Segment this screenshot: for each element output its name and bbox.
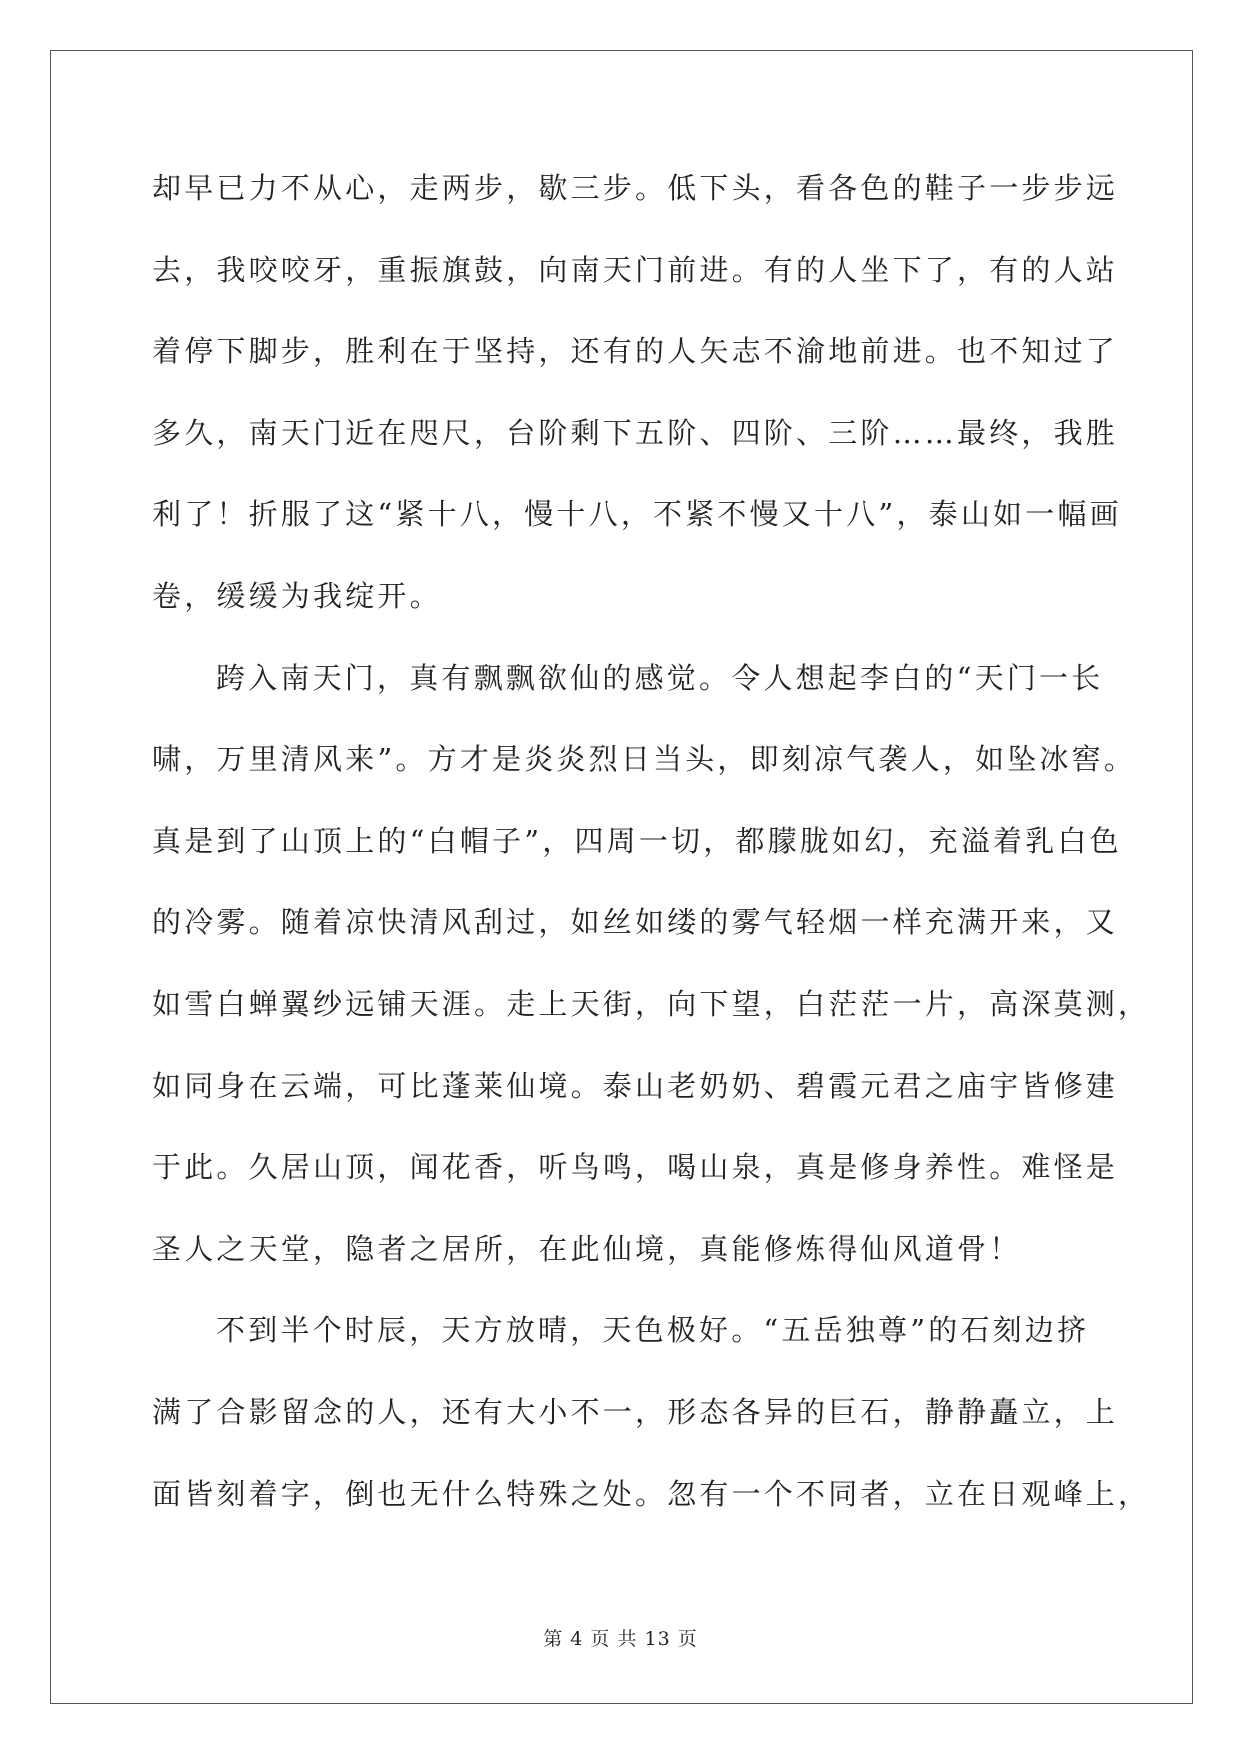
text-line: 跨入南天门，真有飘飘欲仙的感觉。令人想起李白的“天门一长 bbox=[216, 660, 1104, 695]
text-line: 真是到了山顶上的“白帽子”，四周一切，都朦胧如幻，充溢着乳白色 bbox=[152, 823, 1122, 858]
text-line: 多久，南天门近在咫尺，台阶剩下五阶、四阶、三阶……最终，我胜 bbox=[152, 415, 1119, 450]
text-line: 不到半个时辰，天方放晴，天色极好。“五岳独尊”的石刻边挤 bbox=[216, 1313, 1090, 1348]
text-line: 着停下脚步，胜利在于坚持，还有的人矢志不渝地前进。也不知过了 bbox=[152, 334, 1119, 369]
text-line: 却早已力不从心，走两步，歇三步。低下头，看各色的鞋子一步步远 bbox=[152, 171, 1119, 205]
text-line: 面皆刻着字，倒也无什么特殊之处。忽有一个不同者，立在日观峰上， bbox=[152, 1476, 1151, 1511]
paragraph-2 bbox=[152, 638, 1151, 1291]
text-line: 卷，缓缓为我绽开。 bbox=[152, 578, 442, 613]
text-line: 如同身在云端，可比蓬莱仙境。泰山老奶奶、碧霞元君之庙宇皆修建 bbox=[152, 1068, 1119, 1103]
text-line: 满了合影留念的人，还有大小不一，形态各异的巨石，静静矗立，上 bbox=[152, 1394, 1119, 1429]
paragraph-1 bbox=[152, 148, 1122, 638]
document-body bbox=[152, 148, 1151, 1535]
text-line: 于此。久居山顶，闻花香，听鸟鸣，喝山泉，真是修身养性。难怪是 bbox=[152, 1150, 1119, 1185]
paragraph-3 bbox=[152, 1290, 1151, 1535]
text-line: 啸，万里清风来”。方才是炎炎烈日当头，即刻凉气袭人，如坠冰窖。 bbox=[152, 742, 1137, 777]
text-line: 的冷雾。随着凉快清风刮过，如丝如缕的雾气轻烟一样充满开来，又 bbox=[152, 905, 1119, 940]
text-line: 圣人之天堂，隐者之居所，在此仙境，真能修炼得仙风道骨！ bbox=[152, 1231, 1022, 1266]
text-line: 去，我咬咬牙，重振旗鼓，向南天门前进。有的人坐下了，有的人站 bbox=[152, 252, 1119, 287]
page-number-footer: 第 4 页 共 13 页 bbox=[543, 1628, 698, 1650]
text-line: 利了！折服了这“紧十八，慢十八，不紧不慢又十八”，泰山如一幅画 bbox=[152, 497, 1122, 532]
text-line: 如雪白蝉翼纱远铺天涯。走上天街，向下望，白茫茫一片，高深莫测， bbox=[152, 986, 1151, 1021]
